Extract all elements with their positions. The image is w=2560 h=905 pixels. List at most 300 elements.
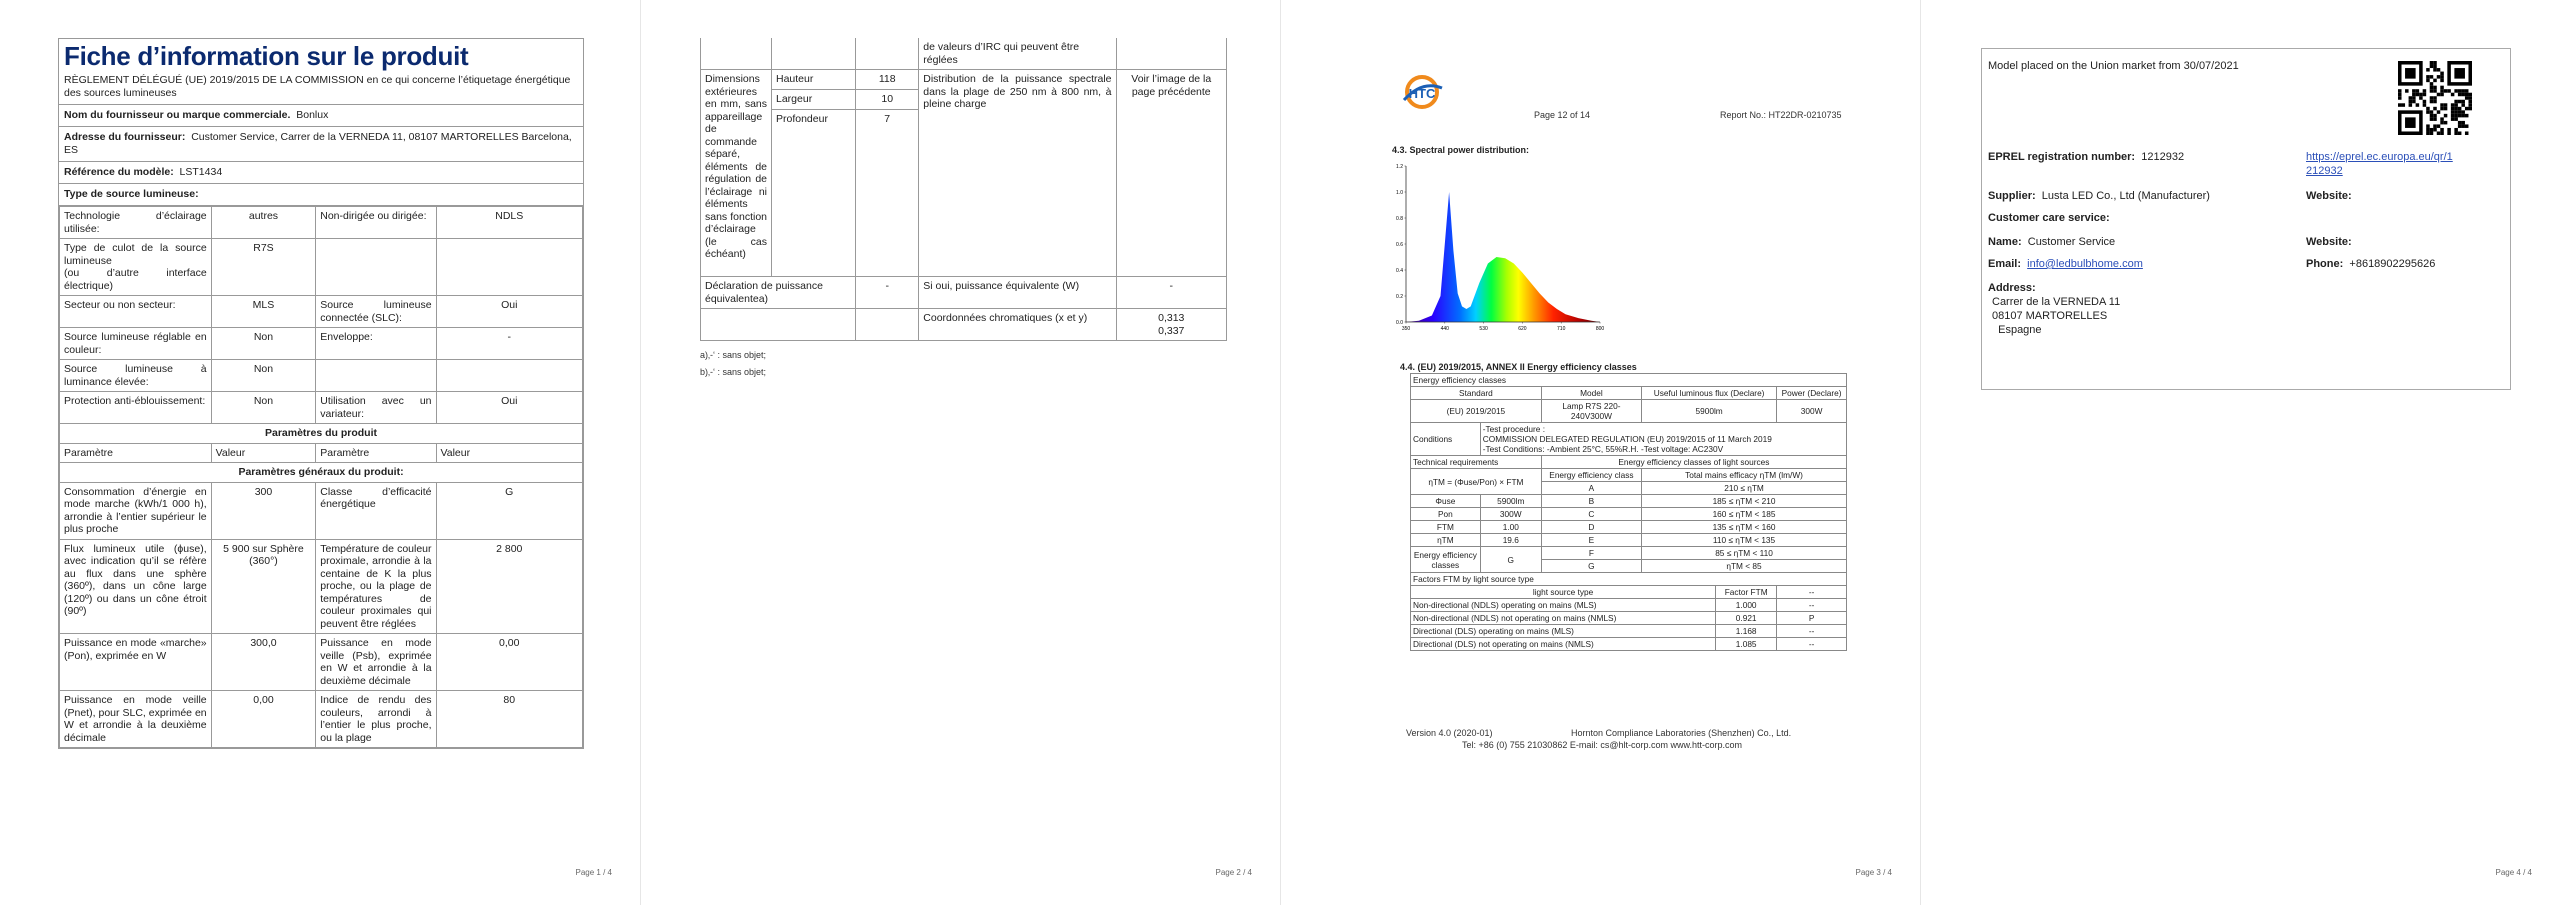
param-value: 80 <box>436 691 582 748</box>
class-letter: F <box>1541 547 1641 560</box>
class-range: 210 ≤ ηTM <box>1642 482 1847 495</box>
col-header: Paramètre <box>60 443 212 463</box>
table-row <box>701 277 1227 309</box>
website-label: Website: <box>2306 190 2352 202</box>
col-header: Standard <box>1411 387 1542 400</box>
name-label: Name: <box>1988 236 2022 248</box>
y-tick-label: 0.8 <box>1396 216 1403 222</box>
qr-module <box>2451 114 2455 118</box>
param-label: Température de couleur proximale, arrondie à la centaine de K la plus proche, ou la plage de températures de couleur proximales qui peuvent être réglées <box>316 539 436 634</box>
empty-cell <box>772 38 856 70</box>
param-value: 5 900 sur Sphère (360°) <box>211 539 316 634</box>
condition-line: -Test Conditions: -Ambient 25°C, 55%R.H. -Test voltage: AC230V <box>1482 444 1724 454</box>
lab-name: Hornton Compliance Laboratories (Shenzhen) Co., Ltd. <box>1571 728 1792 738</box>
req-value: 300W <box>1480 508 1541 521</box>
param-value: 300 <box>211 482 316 539</box>
table-row <box>60 634 583 691</box>
table-row <box>60 296 583 328</box>
dim-name: Largeur <box>772 90 856 110</box>
table-row <box>1411 599 1847 612</box>
qr-module <box>2430 89 2434 93</box>
x-tick-label: 620 <box>1518 326 1527 332</box>
product-info-continued <box>700 38 1227 381</box>
param-value: 0,00 <box>436 634 582 691</box>
qr-module <box>2454 128 2458 132</box>
qr-module <box>2454 110 2458 114</box>
dim-name: Profondeur <box>772 110 856 277</box>
params-title: Paramètres du produit <box>60 424 583 444</box>
qr-module <box>2430 75 2434 79</box>
qr-module <box>2458 89 2462 93</box>
qr-module <box>2440 128 2444 132</box>
website-row <box>2306 189 2352 203</box>
qr-module <box>2430 117 2434 121</box>
name-row <box>1988 235 2115 249</box>
qr-module <box>2433 65 2437 69</box>
param-label: Utilisation avec un variateur: <box>316 392 436 424</box>
qr-module <box>2405 89 2409 93</box>
col-header: Power (Declare) <box>1777 387 1847 400</box>
table-row <box>60 424 583 444</box>
table-row <box>60 482 583 539</box>
page-4 <box>1920 0 2560 905</box>
page-divider <box>1280 0 1281 905</box>
table-row <box>1411 423 1847 456</box>
website2-row <box>2306 235 2352 249</box>
qr-module <box>2409 103 2413 107</box>
report-page-label: Page 12 of 14 <box>1534 110 1591 120</box>
type-label: Type de source lumineuse: <box>64 188 199 200</box>
qr-module <box>2444 103 2448 107</box>
qr-module <box>2461 100 2465 104</box>
logo-text: HTC <box>1408 86 1436 101</box>
qr-module <box>2430 128 2434 132</box>
condition-line: COMMISSION DELEGATED REGULATION (EU) 2019/2015 of 11 March 2019 <box>1482 434 1772 444</box>
address-block <box>1988 281 2120 337</box>
param-value: Non <box>211 360 316 392</box>
empty-cell <box>1116 38 1227 70</box>
class-letter: G <box>1541 560 1641 573</box>
qr-module <box>2402 103 2406 107</box>
param-label: Puissance en mode veille (Pnet), pour SLC, exprimée en W et arrondie à la deuxième décimale <box>60 691 212 748</box>
class-letter: E <box>1541 534 1641 547</box>
table-row <box>1411 469 1847 482</box>
page-2 <box>640 0 1280 905</box>
factor-value: 1.000 <box>1716 599 1777 612</box>
qr-module <box>2454 131 2458 135</box>
empty-cell <box>436 239 582 296</box>
qr-module <box>2444 114 2448 118</box>
col-header: Model <box>1541 387 1641 400</box>
energy-efficiency-table <box>1410 373 1847 651</box>
phone-label: Phone: <box>2306 258 2344 270</box>
class-range: 85 ≤ ηTM < 110 <box>1642 547 1847 560</box>
empty-cell <box>316 239 436 296</box>
address-label: Address: <box>1988 282 2036 294</box>
param-label: Technologie d’éclairage utilisée: <box>60 207 212 239</box>
qr-module <box>2430 65 2434 69</box>
class-range: 160 ≤ ηTM < 185 <box>1642 508 1847 521</box>
table-row <box>701 38 1227 70</box>
contact-line: Tel: +86 (0) 755 21030862 E-mail: cs@hlt-corp.com www.htt-corp.com <box>1462 740 1743 750</box>
class-range: 110 ≤ ηTM < 135 <box>1642 534 1847 547</box>
table-row <box>1411 456 1847 469</box>
equivalent-watt-value: - <box>1116 277 1227 309</box>
address-line: Espagne <box>1992 324 2042 336</box>
factor-type: Directional (DLS) operating on mains (MLS) <box>1411 625 1716 638</box>
qr-module <box>2454 117 2458 121</box>
footnote-b: b)‚-‘ : sans objet; <box>700 367 767 377</box>
class-letter: C <box>1541 508 1641 521</box>
eprel-link[interactable]: https://eprel.ec.europa.eu/qr/1212932 <box>2306 151 2453 177</box>
equivalent-watt-label: Si oui, puissance équivalente (W) <box>919 277 1116 309</box>
qr-module <box>2461 110 2465 114</box>
page-divider <box>1920 0 1921 905</box>
param-label: Source lumineuse à luminance élevée: <box>60 360 212 392</box>
standard-cell: (EU) 2019/2015 <box>1411 400 1542 423</box>
page-number: Page 4 / 4 <box>2495 868 2532 877</box>
qr-module <box>2426 68 2430 72</box>
qr-module <box>2468 103 2472 107</box>
report-footer <box>1406 727 1846 751</box>
qr-module <box>2430 100 2434 104</box>
table-row <box>1411 573 1847 586</box>
care-label: Customer care service: <box>1988 212 2110 224</box>
supplier-row <box>59 105 583 127</box>
qr-module <box>2440 107 2444 111</box>
qr-module <box>2440 86 2444 90</box>
qr-module <box>2465 131 2469 135</box>
req-value: G <box>1480 547 1541 573</box>
qr-module <box>2419 93 2423 97</box>
qr-module <box>2430 86 2434 90</box>
qr-module <box>2419 96 2423 100</box>
email-row <box>1988 257 2143 271</box>
qr-module <box>2409 96 2413 100</box>
table-row <box>1411 534 1847 547</box>
model-value: LST1434 <box>179 166 223 178</box>
col-header: Useful luminous flux (Declare) <box>1642 387 1777 400</box>
qr-module <box>2440 103 2444 107</box>
qr-module <box>2451 93 2455 97</box>
eff-caption: Energy efficiency classes <box>1411 374 1847 387</box>
dim-value: 118 <box>856 70 919 90</box>
col-header: Valeur <box>211 443 316 463</box>
email-link[interactable]: info@ledbulbhome.com <box>2027 258 2143 270</box>
table-row <box>60 328 583 360</box>
phone-value: +8618902295626 <box>2349 258 2436 270</box>
x-tick-label: 440 <box>1440 326 1449 332</box>
qr-module <box>2451 117 2455 121</box>
y-tick-label: 1.0 <box>1396 190 1403 196</box>
email-label: Email: <box>1988 258 2022 270</box>
eff-section-title: 4.4. (EU) 2019/2015, ANNEX II Energy efficiency classes <box>1400 362 1637 372</box>
factor-value: 1.085 <box>1716 638 1777 651</box>
req-name: ηTM <box>1411 534 1481 547</box>
qr-module <box>2458 110 2462 114</box>
qr-module <box>2433 96 2437 100</box>
qr-module <box>2454 114 2458 118</box>
qr-module <box>2430 114 2434 118</box>
chromaticity-y: 0,337 <box>1158 324 1185 337</box>
param-value: 300,0 <box>211 634 316 691</box>
qr-module <box>2412 93 2416 97</box>
qr-module <box>2405 68 2416 79</box>
factor-value: 0.921 <box>1716 612 1777 625</box>
condition-line: -Test procedure : <box>1482 424 1546 434</box>
qr-module <box>2461 121 2465 125</box>
qr-module <box>2458 121 2462 125</box>
qr-module <box>2437 124 2441 128</box>
supplier-value: Bonlux <box>296 109 329 121</box>
qr-module <box>2454 100 2458 104</box>
qr-module <box>2461 89 2465 93</box>
empty-cell <box>856 309 919 341</box>
qr-module <box>2440 72 2444 76</box>
param-value: Non <box>211 328 316 360</box>
model-row <box>59 162 583 184</box>
table-row <box>60 207 583 239</box>
param-label: Flux lumineux utile (ϕuse), avec indication qu’il se réfère au flux dans une sphère (360º), dans un cône large (120º) ou dans un cône étroit (90º) <box>60 539 212 634</box>
table-row <box>1411 625 1847 638</box>
light-source-table <box>59 206 583 748</box>
care-row <box>1988 211 2110 225</box>
qr-module <box>2440 117 2444 121</box>
spectral-power-chart <box>1388 160 1608 335</box>
qr-module <box>2426 79 2430 83</box>
product-info-sheet <box>58 38 584 749</box>
class-range: 135 ≤ ηTM < 160 <box>1642 521 1847 534</box>
req-value: 19.6 <box>1480 534 1541 547</box>
table-header-row <box>1411 387 1847 400</box>
col-header: Factor FTM <box>1716 586 1777 599</box>
eprel-value: 1212932 <box>2141 151 2185 163</box>
param-label: Classe d’efficacité énergétique <box>316 482 436 539</box>
table-row <box>60 691 583 748</box>
x-tick-label: 710 <box>1557 326 1566 332</box>
table-row <box>1411 521 1847 534</box>
qr-module <box>2465 114 2469 118</box>
qr-module <box>2468 93 2472 97</box>
qr-module <box>2437 75 2441 79</box>
chromaticity-label: Coordonnées chromatiques (x et y) <box>919 309 1116 341</box>
factor-mark: -- <box>1777 625 1847 638</box>
col-header: Paramètre <box>316 443 436 463</box>
param-label: Non-dirigée ou dirigée: <box>316 207 436 239</box>
cri-range-text: de valeurs d’IRC qui peuvent être réglées <box>919 38 1116 70</box>
factor-type: Non-directional (NDLS) operating on mains (MLS) <box>1411 599 1716 612</box>
y-tick-label: 0.6 <box>1396 242 1403 248</box>
table-row <box>60 463 583 483</box>
qr-module <box>2454 68 2465 79</box>
qr-module <box>2423 103 2427 107</box>
qr-module <box>2426 131 2430 135</box>
qr-module <box>2409 100 2413 104</box>
qr-module <box>2465 93 2469 97</box>
qr-module <box>2426 107 2430 111</box>
spectrum-area <box>1406 192 1600 322</box>
class-range: ηTM < 85 <box>1642 560 1847 573</box>
qr-module <box>2416 103 2420 107</box>
qr-module <box>2468 96 2472 100</box>
qr-module <box>2444 89 2448 93</box>
col-header: Total mains efficacy ηTM (lm/W) <box>1642 469 1847 482</box>
param-label: Source lumineuse réglable en couleur: <box>60 328 212 360</box>
qr-module <box>2398 103 2402 107</box>
qr-module <box>2433 89 2437 93</box>
version-text: Version 4.0 (2020-01) <box>1406 728 1493 738</box>
dim-name: Hauteur <box>772 70 856 90</box>
qr-module <box>2430 110 2434 114</box>
col-header: Energy efficiency class <box>1541 469 1641 482</box>
param-value: R7S <box>211 239 316 296</box>
x-tick-label: 350 <box>1401 326 1411 332</box>
general-params-title: Paramètres généraux du produit: <box>60 463 583 483</box>
param-value: NDLS <box>436 207 582 239</box>
qr-module <box>2416 89 2420 93</box>
table-row <box>1411 508 1847 521</box>
qr-module <box>2423 100 2427 104</box>
qr-module <box>2430 61 2434 65</box>
dimensions-label: Dimensions extérieures en mm, sans appareillage de commande séparé, éléments de régulation de l’éclairage ni éléments sans fonction d’éclairage (le cas échéant) <box>701 70 772 277</box>
qr-module <box>2458 124 2462 128</box>
param-value: G <box>436 482 582 539</box>
param-label: Secteur ou non secteur: <box>60 296 212 328</box>
factor-type: Directional (DLS) not operating on mains (NMLS) <box>1411 638 1716 651</box>
param-value: Oui <box>436 392 582 424</box>
type-row <box>59 184 583 206</box>
qr-module <box>2433 68 2437 72</box>
qr-module <box>2426 110 2430 114</box>
qr-module <box>2465 89 2469 93</box>
page-1 <box>0 0 640 905</box>
y-tick-label: 1.2 <box>1396 164 1403 170</box>
qr-code-icon[interactable] <box>2398 61 2472 135</box>
factor-type: Non-directional (NDLS) not operating on mains (NMLS) <box>1411 612 1716 625</box>
page-number: Page 1 / 4 <box>575 868 612 877</box>
qr-module <box>2444 107 2448 111</box>
spd-section-title: 4.3. Spectral power distribution: <box>1392 145 1530 155</box>
factors-title: Factors FTM by light source type <box>1411 573 1847 586</box>
spectral-distribution-value: Voir l’image de la page précédente <box>1116 70 1227 277</box>
table-header-row <box>1411 586 1847 599</box>
param-label: Puissance en mode veille (Psb), exprimée en W et arrondie à la deuxième décimale <box>316 634 436 691</box>
qr-module <box>2437 131 2441 135</box>
qr-module <box>2398 96 2402 100</box>
name-value: Customer Service <box>2027 236 2116 248</box>
qr-module <box>2451 103 2455 107</box>
qr-module <box>2454 89 2458 93</box>
qr-module <box>2468 100 2472 104</box>
param-value: Oui <box>436 296 582 328</box>
qr-module <box>2440 121 2444 125</box>
dim-value: 10 <box>856 90 919 110</box>
table-row <box>1411 612 1847 625</box>
qr-module <box>2447 128 2451 132</box>
class-letter: D <box>1541 521 1641 534</box>
param-label: Indice de rendu des couleurs, arrondi à l’entier le plus proche, ou la plage <box>316 691 436 748</box>
eprel-info-box <box>1981 48 2511 390</box>
param-label: Type de culot de la source lumineuse (ou d’autre interface électrique) <box>60 239 212 296</box>
qr-module <box>2444 121 2448 125</box>
qr-module <box>2454 107 2458 111</box>
qr-module <box>2433 79 2437 83</box>
param-value: 2 800 <box>436 539 582 634</box>
qr-module <box>2447 131 2451 135</box>
table-row <box>60 392 583 424</box>
supplier-row <box>1988 189 2210 203</box>
qr-module <box>2451 107 2455 111</box>
eprel-label: EPREL registration number: <box>1988 151 2136 163</box>
empty-cell <box>701 309 856 341</box>
qr-module <box>2416 93 2420 97</box>
empty-cell <box>316 360 436 392</box>
qr-module <box>2433 117 2437 121</box>
param-label: Puissance en mode «marche» (Pon), exprimée en W <box>60 634 212 691</box>
param-value: autres <box>211 207 316 239</box>
qr-module <box>2440 89 2444 93</box>
flux-cell: 5900lm <box>1642 400 1777 423</box>
class-letter: A <box>1541 482 1641 495</box>
factor-mark: -- <box>1777 599 1847 612</box>
qr-module <box>2465 96 2469 100</box>
page-3 <box>1280 0 1920 905</box>
class-letter: B <box>1541 495 1641 508</box>
qr-module <box>2430 82 2434 86</box>
page-number: Page 2 / 4 <box>1215 868 1252 877</box>
equivalent-power-value: - <box>856 277 919 309</box>
qr-module <box>2468 107 2472 111</box>
factor-value: 1.168 <box>1716 625 1777 638</box>
qr-module <box>2461 114 2465 118</box>
page-divider <box>640 0 641 905</box>
htc-logo-icon <box>1398 70 1446 118</box>
qr-module <box>2461 103 2465 107</box>
table-row <box>60 360 583 392</box>
qr-module <box>2398 93 2402 97</box>
qr-module <box>2412 100 2416 104</box>
qr-module <box>2430 131 2434 135</box>
qr-module <box>2426 128 2430 132</box>
param-value: MLS <box>211 296 316 328</box>
qr-module <box>2433 128 2437 132</box>
qr-module <box>2458 93 2462 97</box>
factor-mark: P <box>1777 612 1847 625</box>
qr-module <box>2458 114 2462 118</box>
qr-module <box>2423 93 2427 97</box>
qr-module <box>2437 68 2441 72</box>
table-row <box>60 539 583 634</box>
supplier-label: Nom du fournisseur ou marque commerciale. <box>64 109 291 121</box>
qr-module <box>2433 107 2437 111</box>
y-tick-label: 0.4 <box>1396 268 1403 274</box>
factor-mark: -- <box>1777 638 1847 651</box>
qr-module <box>2423 89 2427 93</box>
qr-module <box>2458 107 2462 111</box>
conditions-label: Conditions <box>1411 423 1481 456</box>
qr-module <box>2398 89 2402 93</box>
page-number: Page 3 / 4 <box>1855 868 1892 877</box>
param-value: Non <box>211 392 316 424</box>
address-line: Carrer de la VERNEDA 11 <box>1992 296 2121 308</box>
req-value: 1.00 <box>1480 521 1541 534</box>
conditions-cell <box>1480 423 1846 456</box>
tech-req-label: Technical requirements <box>1411 456 1542 469</box>
qr-module <box>2461 93 2465 97</box>
table-row <box>1411 495 1847 508</box>
qr-module <box>2440 131 2444 135</box>
address-line: 08107 MARTORELLES <box>1992 310 2108 322</box>
